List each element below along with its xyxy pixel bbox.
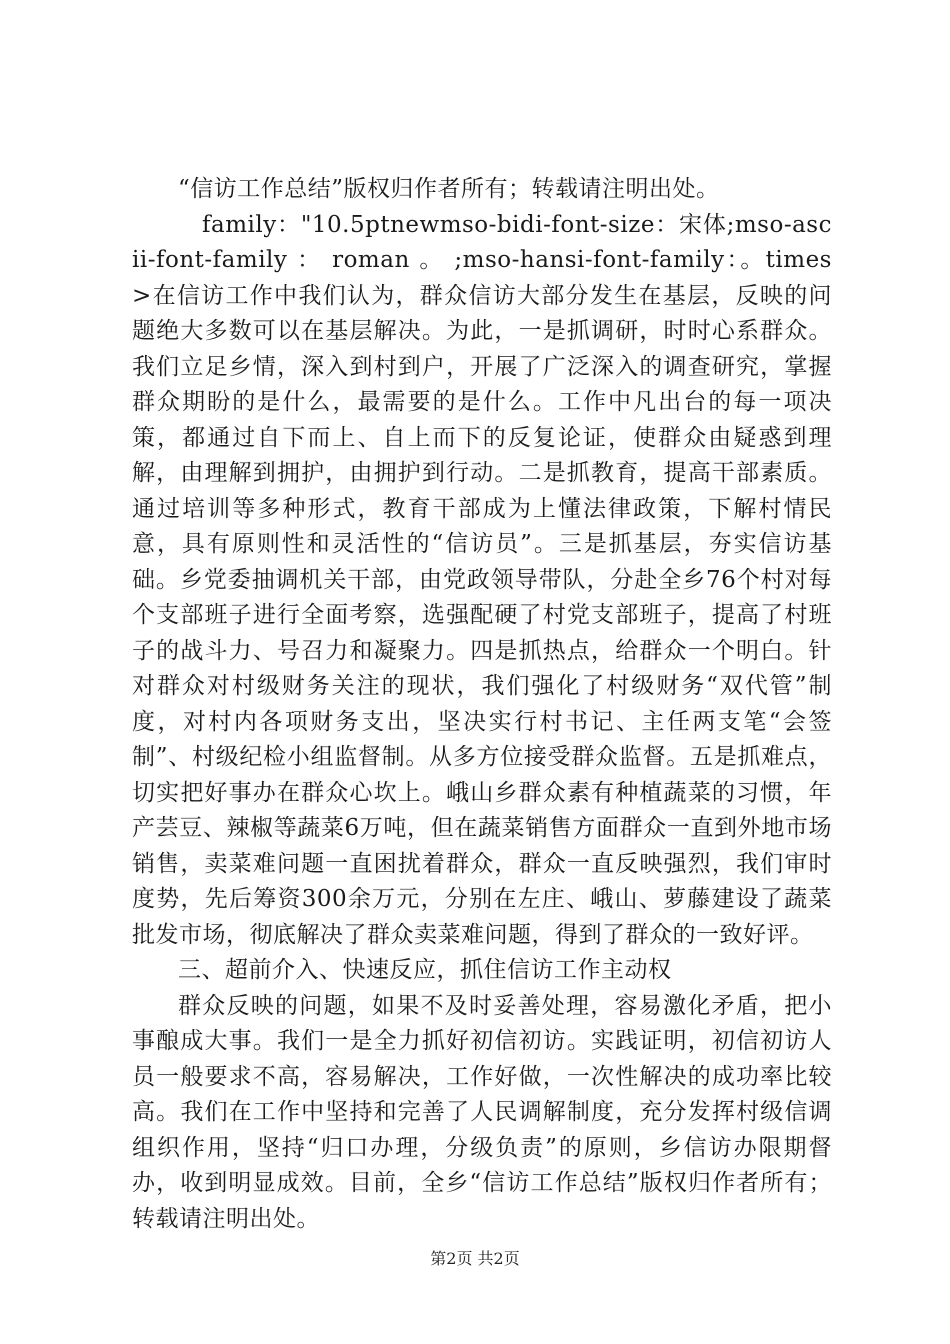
work-summary-paragraph: family："10.5ptnewmso-bidi-font-size：宋体;mso-ascii-font-family ： roman 。 ;mso-hansi-font-family：。times>在信访工作中我们认为，群众信访大部分发生在基层，反映的问题绝大多数可以在基层解决。为此，一是抓调研，时时心系群众。我们立足乡情，深入到村到户，开展了广泛深入的调查研究，掌握群众期盼的是什么，最需要的是什么。工作中凡出台的每一项决策，都通过自下而上、自上而下的反复论证，使群众由疑惑到理解，由理解到拥护，由拥护到行动。二是抓教育，提高干部素质。通过培训等多种形式，教育干部成为上懂法律政策，下解村情民意，具有原则性和灵活性的“信访员”。三是抓基层，夯实信访基础。乡党委抽调机关干部，由党政领导带队，分赴全乡76个村对每个支部班子进行全面考察，选强配硬了村党支部班子，提高了村班子的战斗力、号召力和凝聚力。四是抓热点，给群众一个明白。针对群众对村级财务关注的现状，我们强化了村级财务“双代管”制度，对村内各项财务支出，坚决实行村书记、主任两支笔“会签制”、村级纪检小组监督制。从多方位接受群众监督。五是抓难点，切实把好事办在群众心坎上。峨山乡群众素有种植蔬菜的习惯，年产芸豆、辣椒等蔬菜6万吨，但在蔬菜销售方面群众一直到外地市场销售，卖菜难问题一直困扰着群众，群众一直反映强烈，我们审时度势，先后筹资300余万元，分别在左庄、峨山、萝藤建设了蔬菜批发市场，彻底解决了群众卖菜难问题，得到了群众的一致好评。 <box>132 211 832 948</box>
section-heading: 三、超前介入、快速反应，抓住信访工作主动权 <box>178 957 672 983</box>
section-body-paragraph: 群众反映的问题，如果不及时妥善处理，容易激化矛盾，把小事酿成大事。我们一是全力抓好初信初访。实践证明，初信初访人员一般要求不高，容易解决，工作好做，一次性解决的成功率比较高。我们在工作中坚持和完善了人民调解制度，充分发挥村级信调组织作用，坚持“归口办理，分级负责”的原则，乡信访办限期督办，收到明显成效。目前，全乡“信访工作总结”版权归作者所有；转载请注明出处。 <box>132 992 832 1232</box>
copyright-notice-paragraph: “信访工作总结”版权归作者所有；转载请注明出处。 <box>178 176 720 202</box>
page-footer: 第2页 共2页 <box>430 1249 520 1268</box>
document-body <box>132 172 832 1237</box>
